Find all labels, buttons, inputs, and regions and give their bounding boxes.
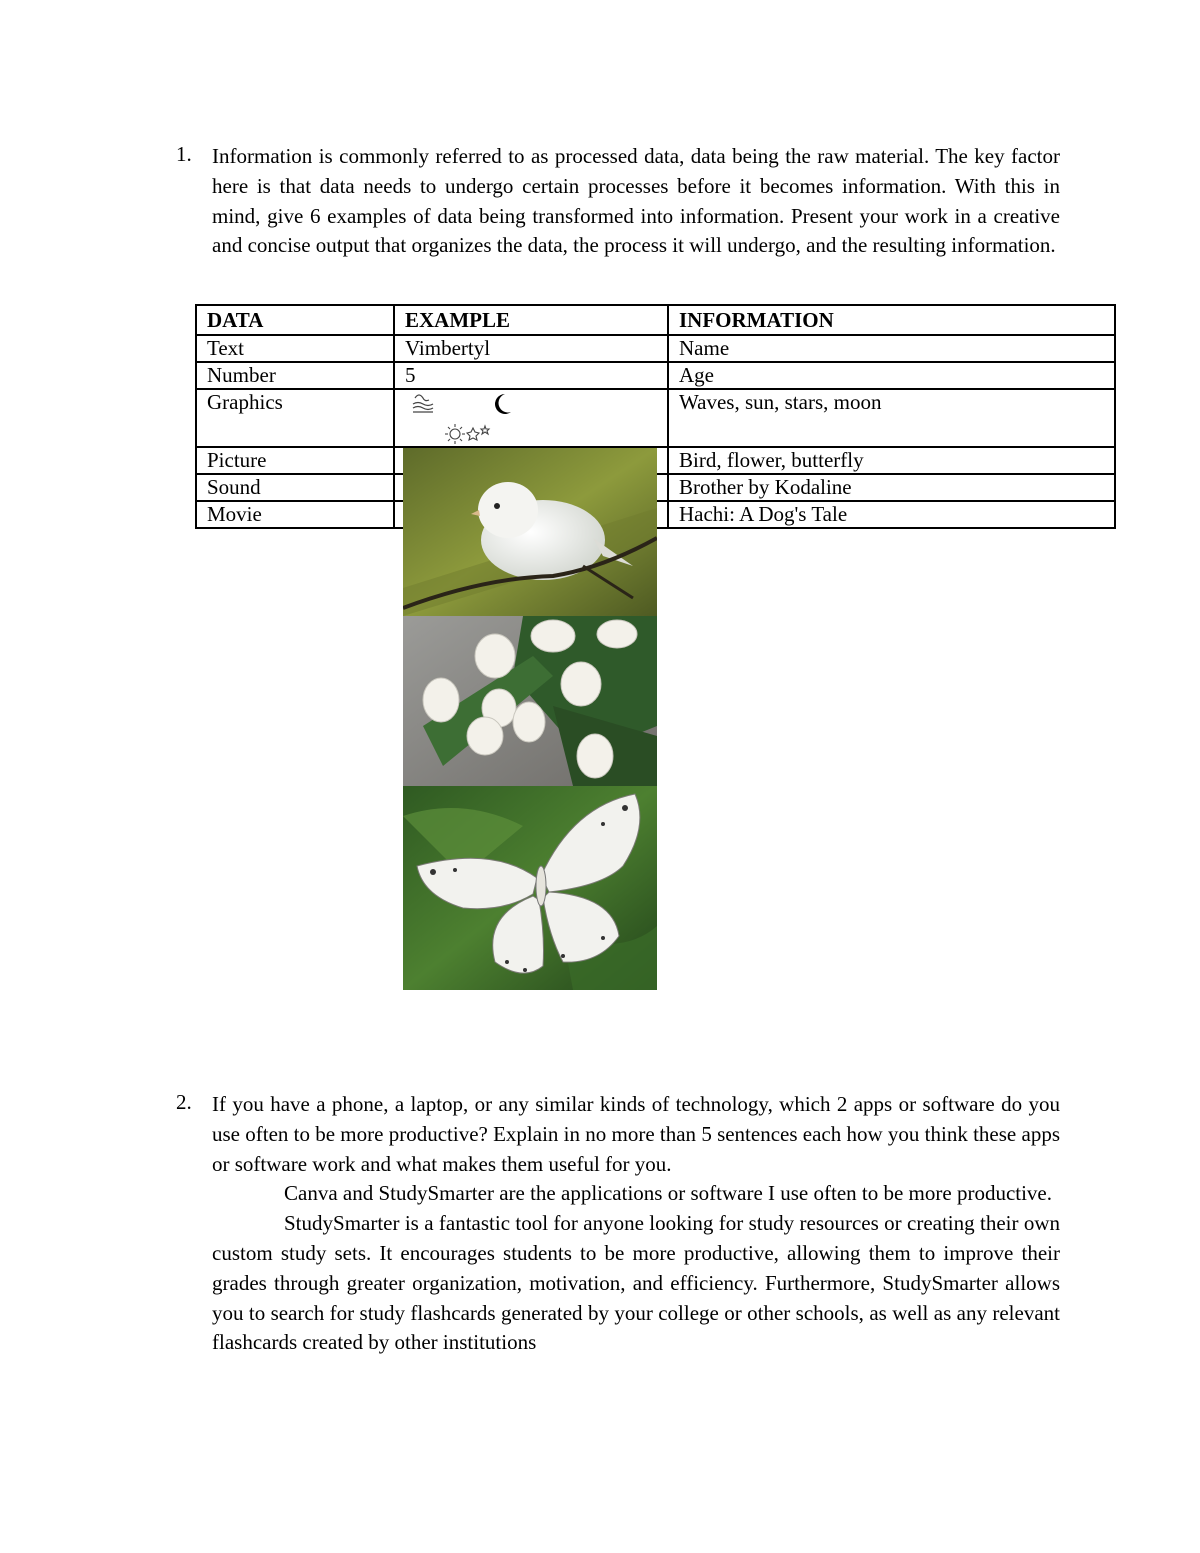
header-data: DATA [196,305,394,335]
question-text: If you have a phone, a laptop, or any similar kinds of technology, which 2 apps or software do you use often to be more productive? Explain in no more than 5 sentences each how you think these apps or software work and what makes them useful for you. [212,1092,1060,1176]
header-information: INFORMATION [668,305,1115,335]
header-example: EXAMPLE [394,305,668,335]
answer-paragraph: StudySmarter is a fantastic tool for anyone looking for study resources or creating their own custom study sets. It encourages students to be more productive, allowing them to improve their grades through greater organization, motivation, and efficiency. Furthermore, StudySmarter allows you to search for study flashcards generated by your college or other schools, as well as any relevant flashcards created by other institutions [212,1211,1060,1355]
cell-data: Number [196,362,394,389]
question-text: Information is commonly referred to as processed data, data being the raw material. The key factor here is that data needs to undergo certain processes before it becomes information. With this in mind, give 6 examples of data being transformed into information. Present your work in a creative and concise output that organizes the data, the process it will undergo, and the resulting information. [212,144,1060,258]
cell-data: Sound [196,474,394,501]
waves-icon [413,395,433,412]
table-row [196,447,1115,474]
sun-icon [445,424,465,444]
cell-example-pictures [394,447,668,474]
answer-paragraph: Canva and StudySmarter are the applications or software I use often to be more productive. [284,1181,1053,1206]
cell-example: Vimbertyl [394,335,668,362]
question-number: 1. [176,142,192,166]
table-row [196,389,1115,447]
cell-information: Name [668,335,1115,362]
white-tulips-photo [403,616,657,786]
cell-information: Brother by Kodaline [668,474,1115,501]
question-2 [176,1090,1060,1358]
graphics-icons [405,390,525,446]
moon-icon [495,394,511,414]
cell-data: Movie [196,501,394,528]
question-number: 2. [176,1090,192,1114]
cell-data: Picture [196,447,394,474]
white-bird-photo [403,448,657,616]
cell-data: Text [196,335,394,362]
table-row [196,335,1115,362]
cell-information: Hachi: A Dog's Tale [668,501,1115,528]
cell-example: 5 [394,362,668,389]
white-butterfly-photo [403,786,657,990]
cell-example-graphics [394,389,668,447]
question-1 [176,142,1060,261]
data-information-table [195,304,1116,529]
table-header-row [196,305,1115,335]
cell-information: Age [668,362,1115,389]
cell-data: Graphics [196,389,394,447]
table-row [196,362,1115,389]
cell-information: Bird, flower, butterfly [668,447,1115,474]
cell-information: Waves, sun, stars, moon [668,389,1115,447]
stars-icon [467,426,489,440]
